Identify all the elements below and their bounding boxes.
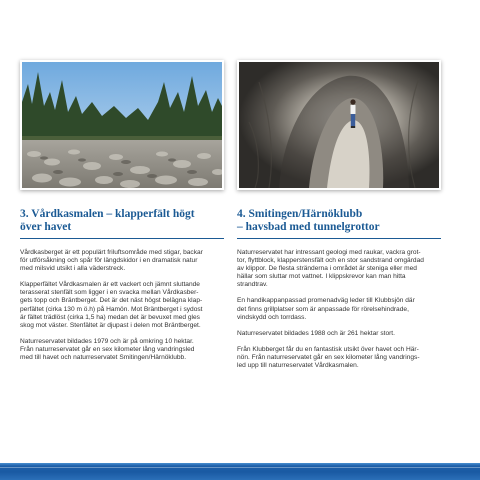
heading-line: 3. Vårdkasmalen – klapperfält högt	[20, 208, 195, 220]
text-line: är fältet trädlöst (cirka 1,5 ha) medan det är bevuxet med gles	[20, 313, 200, 321]
heading-divider	[20, 238, 224, 239]
section-heading-vardkasmalen	[20, 208, 224, 234]
text-line: skog mot väster. Stenfältet är djupast i delen mot Bräntberget.	[20, 321, 201, 329]
section-heading-smitingen	[237, 208, 441, 234]
text-line: En handikappanpassad promenadväg leder till Klubbsjön där	[237, 297, 415, 305]
text-line: Naturreservatet har intressant geologi med raukar, vackra grot-	[237, 249, 421, 256]
text-line: vindskydd och torrdass.	[237, 313, 307, 321]
paragraph	[20, 281, 224, 330]
paragraph	[20, 338, 224, 362]
footer-bar	[0, 463, 480, 480]
text-line: led upp till naturreservatet Vårdkasmalen.	[237, 362, 359, 370]
text-line: för utförsåkning och spår för längdskidor i en dramatisk natur	[20, 257, 198, 265]
paragraph	[237, 346, 441, 370]
text-line: det finns grillplatser som är anpassade för rörelsehindrade,	[237, 305, 409, 313]
text-line: nön. Från naturreservatet går en sex kilometer lång vandrings-	[237, 353, 420, 361]
text-line: Från Klubberget får du en fantastisk utsikt över havet och Här-	[237, 345, 419, 353]
text-line: terasserat stenfält som ligger i en svacka mellan Vårdkasber-	[20, 289, 199, 297]
text-line: strandtrav.	[237, 281, 268, 289]
text-line: med milsvid utsikt i alla väderstreck.	[20, 265, 126, 273]
text-line: gets topp och Bräntberget. Det är det näst högst belägna klap-	[20, 297, 203, 305]
paragraph	[237, 249, 441, 289]
heading-divider	[237, 238, 441, 239]
heading-line: över havet	[20, 221, 72, 233]
footer-bar-highlight	[0, 467, 480, 468]
text-line: tor, flyttblock, klapperstensfält och en stor sandstrand omgärdad	[237, 257, 424, 265]
boulder-field-photo	[20, 60, 224, 190]
heading-line: 4. Smitingen/Härnöklubb	[237, 208, 363, 220]
forest-boulder-field-photo-icon	[22, 62, 222, 188]
paragraph	[237, 297, 441, 321]
text-line: Naturreservatet bildades 1979 och är på omkring 10 hektar.	[20, 337, 194, 345]
right-column	[237, 0, 441, 370]
text-line: hällar som sluttar mot vattnet. I klippskrevor kan man hitta	[237, 273, 406, 281]
text-line: Klapperfältet Vårdkasmalen är ett vackert och jämnt sluttande	[20, 281, 200, 289]
paragraph	[20, 249, 224, 273]
text-line: av klippor. De flesta stränderna i området är steniga eller med	[237, 265, 417, 273]
text-line: Vårdkasberget är ett populärt friluftsområde med stigar, backar	[20, 249, 203, 256]
heading-line: – havsbad med tunnelgrottor	[237, 221, 380, 233]
text-line: perfältet (cirka 130 m ö.h) på Hamön. Mot Bräntberget i sydost	[20, 305, 203, 313]
text-line: med till havet och naturreservatet Smitingen/Härnöklubb.	[20, 354, 187, 362]
paragraph	[237, 330, 441, 338]
text-line: Naturreservatet bildades 1988 och är 261 hektar stort.	[237, 329, 395, 337]
left-column	[20, 0, 224, 362]
text-line: Från naturreservatet går en sex kilometer lång vandringsled	[20, 345, 195, 353]
sea-cave-grotto-photo-icon	[239, 62, 439, 188]
sea-cave-photo	[237, 60, 441, 190]
